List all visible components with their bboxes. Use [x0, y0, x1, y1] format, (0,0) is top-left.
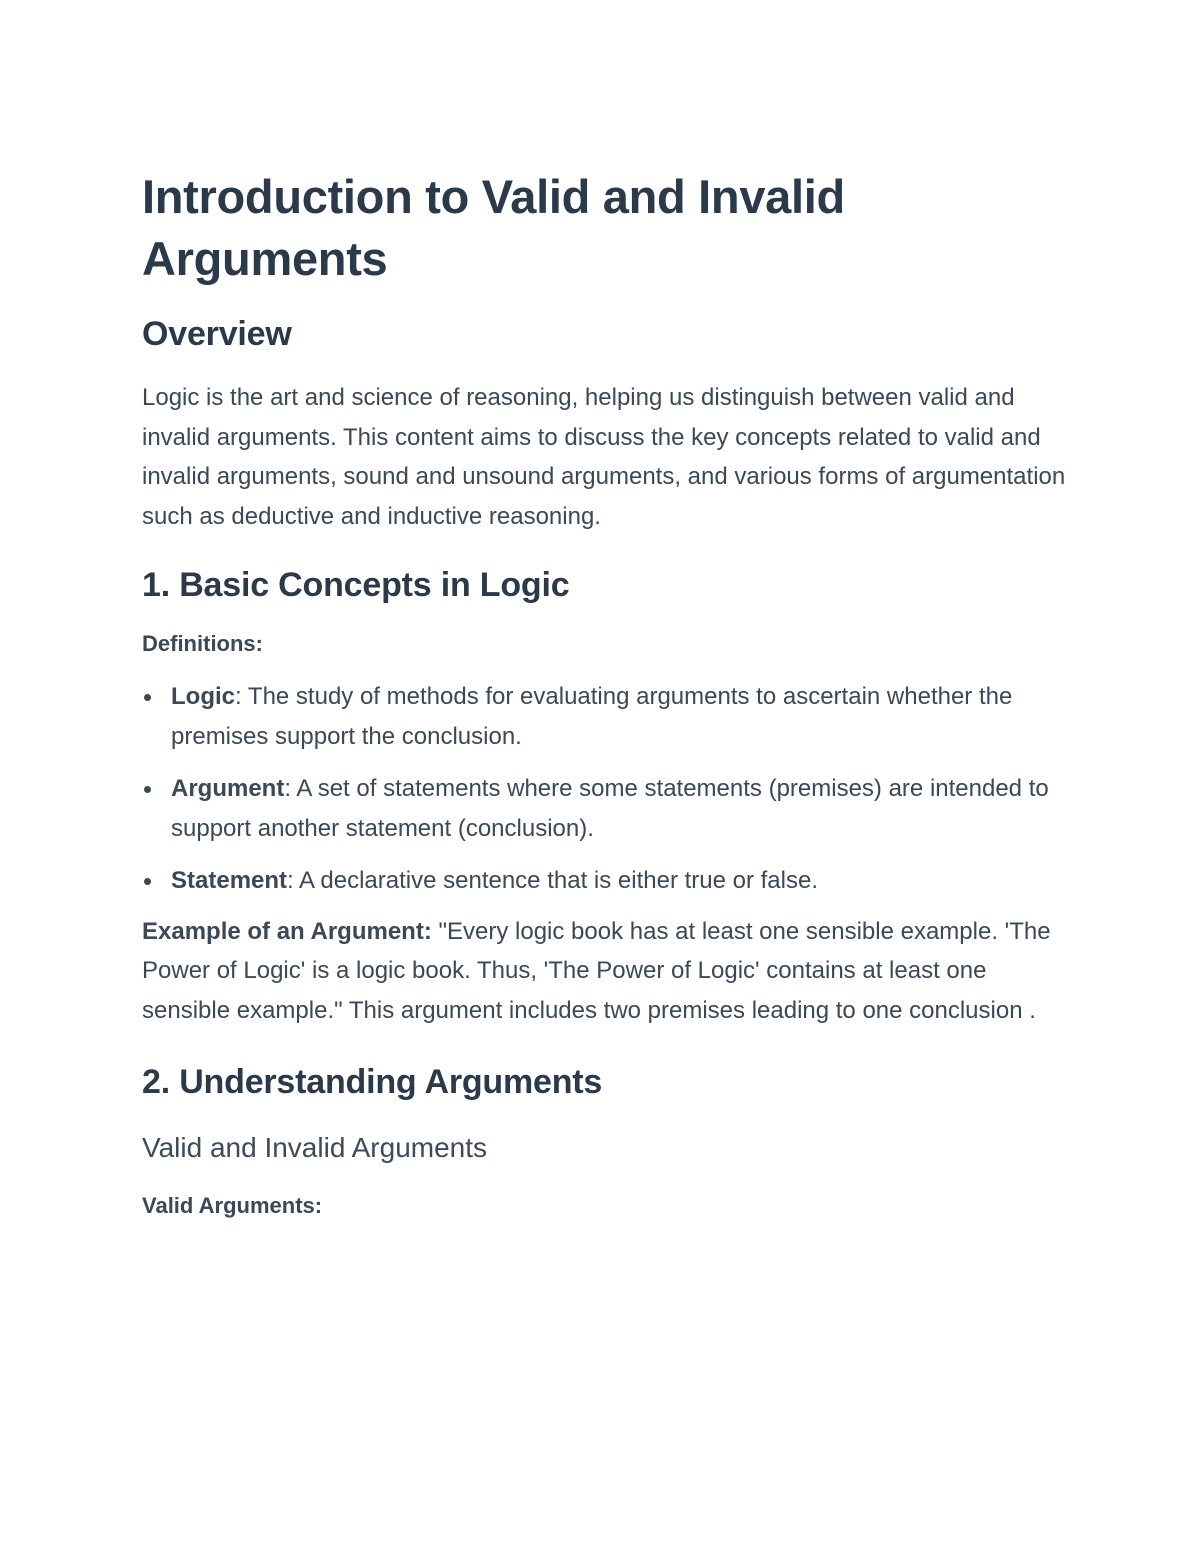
- section-understanding-heading: 2. Understanding Arguments: [142, 1063, 603, 1101]
- valid-arguments-label: Valid Arguments:: [142, 1193, 323, 1218]
- definition-text: : A declarative sentence that is either true or false.: [287, 867, 818, 894]
- definition-term: Statement: [171, 867, 288, 894]
- bullet-icon: [144, 878, 151, 885]
- example-label: Example of an Argument:: [142, 917, 432, 945]
- definition-item-statement: [142, 861, 1072, 901]
- overview-paragraph: Logic is the art and science of reasoning, helping us distinguish between valid and invalid arguments. This content aims to discuss the key concepts related to valid and invalid arguments, sound and unsound arguments, and various forms of argumentation such as deductive and inductive reasoning.: [142, 384, 1066, 530]
- document-title: Introduction to Valid and Invalid Arguments: [142, 170, 845, 285]
- definition-item-logic: [142, 677, 1072, 756]
- definition-term: Logic: [171, 683, 235, 710]
- example-paragraph: [142, 912, 1072, 1031]
- overview-heading: Overview: [142, 315, 292, 353]
- definition-text: : A set of statements where some statements (premises) are intended to support another statement (conclusion).: [171, 775, 1049, 842]
- valid-invalid-subheading: Valid and Invalid Arguments: [142, 1132, 488, 1163]
- bullet-icon: [144, 694, 151, 701]
- definition-text: : The study of methods for evaluating arguments to ascertain whether the premises support the conclusion.: [171, 683, 1013, 750]
- definition-term: Argument: [171, 775, 285, 802]
- bullet-icon: [144, 786, 151, 793]
- example-text: "Every logic book has at least one sensible example. 'The Power of Logic' is a logic book. Thus, 'The Power of Logic' contains at least one sensible example." This argument includes two premises leading to one conclusion .: [142, 917, 1051, 1024]
- definitions-label: Definitions:: [142, 631, 263, 656]
- definitions-list: [142, 677, 1072, 901]
- section-basic-concepts-heading: 1. Basic Concepts in Logic: [142, 566, 570, 604]
- definition-item-argument: [142, 769, 1072, 848]
- document-page: [142, 166, 1072, 1221]
